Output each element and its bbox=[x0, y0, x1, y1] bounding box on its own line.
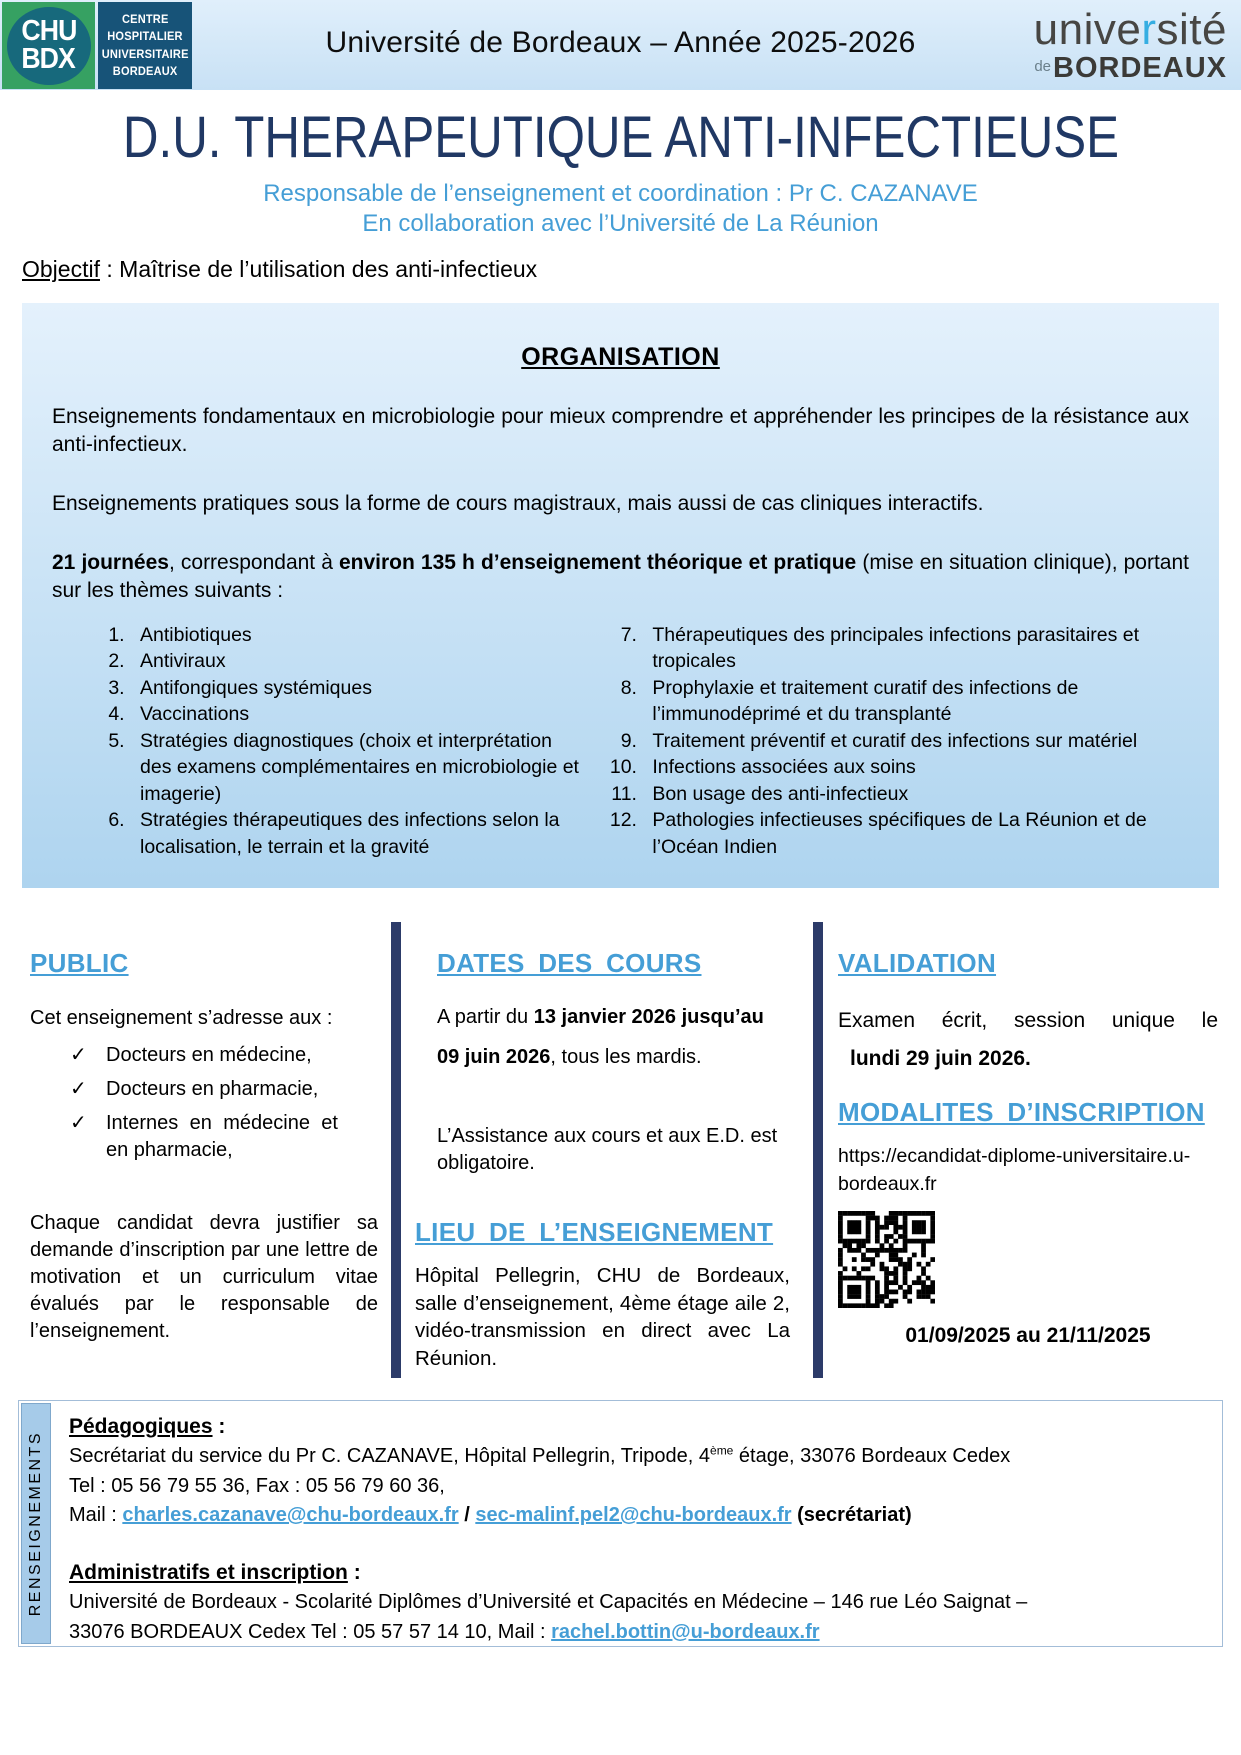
checkmark-icon: ✓ bbox=[70, 1112, 87, 1134]
mail-link-cazanave[interactable]: charles.cazanave@chu-bordeaux.fr bbox=[122, 1504, 459, 1527]
theme-item: 4. Vaccinations bbox=[130, 701, 586, 728]
chu-org-line: UNIVERSITAIRE bbox=[101, 46, 189, 61]
organisation-paragraph-3: 21 journées, correspondant à environ 135 h d’enseignement théorique et pratique (mise en situation clinique), portant sur les thèmes suivants : bbox=[52, 550, 1189, 602]
validation-heading: VALIDATION bbox=[838, 948, 997, 978]
inscription-period: 01/09/2025 au 21/11/2025 bbox=[905, 1323, 1151, 1347]
organisation-heading: ORGANISATION bbox=[521, 343, 720, 371]
theme-item: 8. Prophylaxie et traitement curatif des infections de l’immunodéprimé et du transplanté bbox=[642, 675, 1189, 728]
themes-list-7-12 bbox=[586, 622, 1189, 861]
theme-item: 1. Antibiotiques bbox=[130, 622, 586, 649]
theme-item: 2. Antiviraux bbox=[130, 648, 586, 675]
organisation-section bbox=[22, 303, 1219, 888]
pedagogiques-heading: Pédagogiques : bbox=[69, 1415, 226, 1438]
theme-item: 9. Traitement préventif et curatif des infections sur matériel bbox=[642, 728, 1189, 755]
public-section bbox=[30, 920, 378, 1345]
column-separator-bar-2 bbox=[813, 922, 823, 1378]
subtitle-responsable: Responsable de l’enseignement et coordination : Pr C. CAZANAVE bbox=[263, 180, 978, 207]
dates-paragraph: A partir du 13 janvier 2026 jusqu’au 09 juin 2026, tous les mardis. bbox=[437, 1006, 764, 1068]
objectif-text: : Maîtrise de l’utilisation des anti-infectieux bbox=[99, 256, 538, 282]
qr-code bbox=[838, 1211, 935, 1308]
organisation-paragraph-2: Enseignements pratiques sous la forme de cours magistraux, mais aussi de cas cliniques interactifs. bbox=[52, 491, 984, 515]
mail-link-bottin[interactable]: rachel.bottin@u-bordeaux.fr bbox=[551, 1620, 820, 1643]
assistance-paragraph: L’Assistance aux cours et aux E.D. est obligatoire. bbox=[437, 1125, 778, 1174]
lieu-paragraph: Hôpital Pellegrin, CHU de Bordeaux, salle d’enseignement, 4ème étage aile 2, vidéo-transmission en direct avec La Réunion. bbox=[415, 1264, 790, 1371]
renseignements-side-strip bbox=[21, 1403, 51, 1644]
theme-item: 3. Antifongiques systémiques bbox=[130, 675, 586, 702]
chu-logo-line1: CHU bbox=[20, 14, 77, 47]
audience-item bbox=[30, 1042, 378, 1069]
lieu-heading: LIEU DE L’ENSEIGNEMENT bbox=[415, 1217, 774, 1247]
superscript-eme: ème bbox=[710, 1443, 734, 1458]
chu-logo-text-tile bbox=[98, 2, 192, 89]
administratifs-address-line: Université de Bordeaux - Scolarité Diplômes d’Université et Capacités en Médecine – 146 rue Léo Saignat – bbox=[69, 1590, 1028, 1613]
audience-item-label: Docteurs en pharmacie, bbox=[106, 1078, 319, 1100]
administratifs-mail-line: 33076 BORDEAUX Cedex Tel : 05 57 57 14 10, Mail : rachel.bottin@u-bordeaux.fr bbox=[69, 1620, 820, 1643]
page-title: D.U. THERAPEUTIQUE ANTI-INFECTIEUSE bbox=[122, 105, 1119, 170]
validation-modalites-section bbox=[838, 920, 1218, 1348]
theme-item: 12. Pathologies infectieuses spécifiques de La Réunion et de l’Océan Indien bbox=[642, 807, 1189, 860]
universite-bordeaux-logo bbox=[1033, 5, 1227, 84]
administratifs-heading: Administratifs et inscription : bbox=[69, 1560, 361, 1584]
theme-item: 5. Stratégies diagnostiques (choix et interprétation des examens complémentaires en microbiologie et imagerie) bbox=[130, 728, 586, 808]
validation-text-bold: lundi 29 juin 2026. bbox=[850, 1047, 1031, 1070]
audience-item-label: Internes en médecine et en pharmacie, bbox=[106, 1112, 338, 1161]
theme-item: 7. Thérapeutiques des principales infections parasitaires et tropicales bbox=[642, 622, 1189, 675]
chu-logo-circle bbox=[7, 7, 91, 85]
themes-list-1-6 bbox=[52, 622, 586, 861]
objectif-label: Objectif bbox=[22, 256, 100, 282]
validation-text-regular: Examen écrit, session unique le bbox=[838, 1009, 1218, 1032]
header-banner bbox=[0, 0, 1241, 90]
chu-org-line: HOSPITALIER bbox=[107, 29, 183, 44]
audience-item-label: Docteurs en médecine, bbox=[106, 1044, 312, 1066]
theme-item: 11. Bon usage des anti-infectieux bbox=[642, 781, 1189, 808]
chu-bordeaux-logo bbox=[2, 2, 192, 89]
mail-link-secretariat[interactable]: sec-malinf.pel2@chu-bordeaux.fr bbox=[475, 1504, 792, 1527]
banner-title: Université de Bordeaux – Année 2025-2026 bbox=[325, 26, 916, 59]
chu-org-line: CENTRE bbox=[121, 11, 169, 26]
pedagogiques-mail-line: Mail : charles.cazanave@chu-bordeaux.fr / sec-malinf.pel2@chu-bordeaux.fr (secrétariat) bbox=[69, 1504, 912, 1527]
theme-item: 10. Infections associées aux soins bbox=[642, 754, 1189, 781]
themes-list-left-column bbox=[52, 622, 586, 861]
public-paragraph: Chaque candidat devra justifier sa demande d’inscription par une lettre de motivation et un curriculum vitae évalués par le responsable de l’enseignement. bbox=[30, 1212, 378, 1342]
chu-logo-line2: BDX bbox=[21, 42, 76, 75]
column-separator-bar-1 bbox=[391, 922, 401, 1378]
modalites-heading: MODALITES D’INSCRIPTION bbox=[838, 1097, 1205, 1127]
themes-lists bbox=[52, 622, 1189, 861]
objectif-line bbox=[22, 256, 537, 283]
pedagogiques-address-line: Secrétariat du service du Pr C. CAZANAVE, Hôpital Pellegrin, Tripode, 4ème étage, 33076 Bordeaux Cedex bbox=[69, 1443, 1011, 1468]
audience-item bbox=[30, 1110, 378, 1164]
checkmark-icon: ✓ bbox=[70, 1078, 87, 1100]
checkmark-icon: ✓ bbox=[70, 1044, 87, 1066]
renseignements-content bbox=[69, 1411, 1206, 1647]
title-block bbox=[0, 104, 1241, 238]
public-audience-list bbox=[30, 1042, 378, 1164]
inscription-url: https://ecandidat-diplome-universitaire.u-bordeaux.fr bbox=[838, 1145, 1191, 1196]
pedagogiques-phone-line: Tel : 05 56 79 55 36, Fax : 05 56 79 60 36, bbox=[69, 1474, 445, 1497]
organisation-paragraph-1: Enseignements fondamentaux en microbiologie pour mieux comprendre et appréhender les principes de la résistance aux anti-infectieux. bbox=[52, 405, 1189, 456]
dates-subsection bbox=[437, 948, 790, 1177]
renseignements-section bbox=[18, 1400, 1223, 1647]
subtitle-collaboration: En collaboration avec l’Université de La Réunion bbox=[362, 210, 879, 237]
public-intro: Cet enseignement s’adresse aux : bbox=[30, 1007, 333, 1029]
chu-logo-green-tile bbox=[2, 2, 95, 89]
dates-lieu-section bbox=[415, 920, 790, 1373]
dates-heading: DATES DES COURS bbox=[437, 948, 702, 978]
renseignements-vertical-label: RENSEIGNEMENTS bbox=[27, 1430, 44, 1617]
footer-spacer bbox=[69, 1531, 1206, 1557]
chu-org-line: BORDEAUX bbox=[112, 63, 178, 78]
theme-item: 6. Stratégies thérapeutiques des infections selon la localisation, le terrain et la gravité bbox=[130, 807, 586, 860]
public-heading: PUBLIC bbox=[30, 948, 129, 978]
ub-logo-wordmark: université bbox=[1033, 5, 1227, 54]
themes-list-right-column bbox=[586, 622, 1189, 861]
audience-item bbox=[30, 1076, 378, 1103]
ub-logo-subline: deBORDEAUX bbox=[1034, 52, 1227, 84]
